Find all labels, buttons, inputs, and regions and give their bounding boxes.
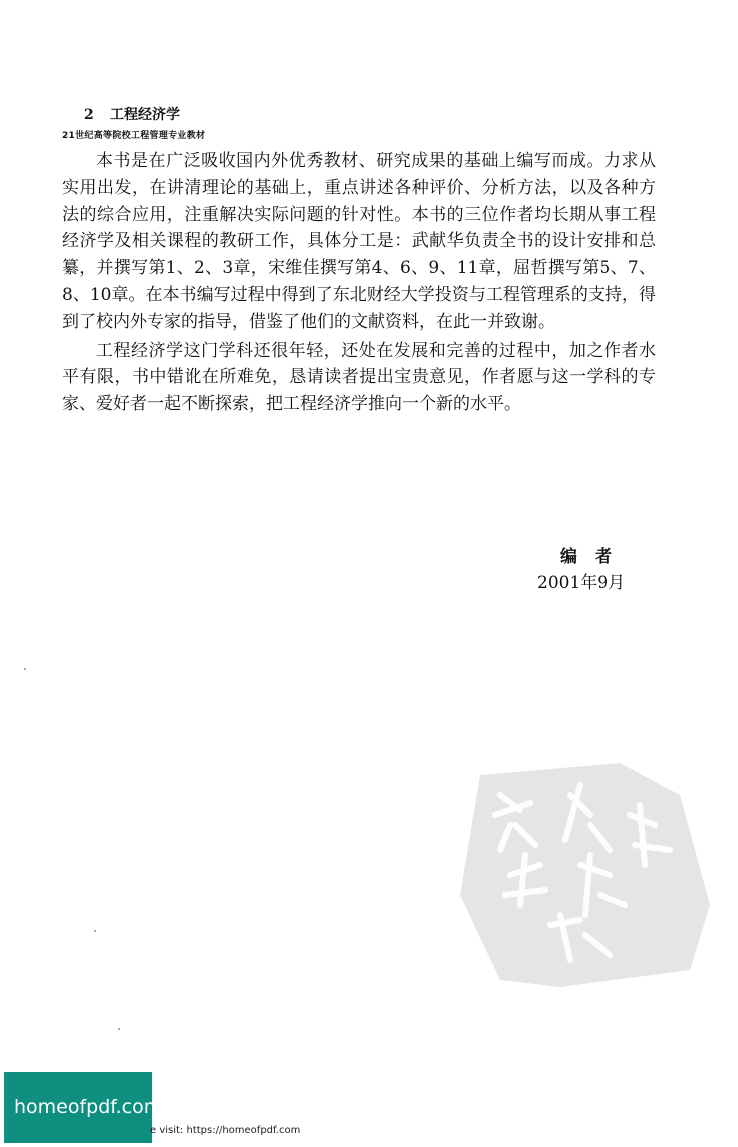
paragraph-1: 本书是在广泛吸收国内外优秀教材、研究成果的基础上编写而成。力求从实用出发，在讲清理论的基础上，重点讲述各种评价、分析方法，以及各种方法的综合应用，注重解决实际问题的针对性。本书的三位作者均长期从事工程经济学及相关课程的教研工作，具体分工是：武献华负责全书的设计安排和总纂，并撰写第1、2、3章，宋维佳撰写第4、6、9、11章，屈哲撰写第5、7、8、10章。在本书编写过程中得到了东北财经大学投资与工程管理系的支持，得到了校内外专家的指导，借鉴了他们的文献资料，在此一并致谢。	[62, 151, 656, 332]
author-signature: 编者	[560, 547, 630, 567]
running-head	[84, 104, 180, 124]
library-seal-stamp	[440, 755, 720, 995]
signature-date: 2001年9月	[537, 573, 626, 593]
paragraph-2: 工程经济学这门学科还很年轻，还处在发展和完善的过程中，加之作者水平有限，书中错讹在所难免，恳请读者提出宝贵意见，作者愿与这一学科的专家、爱好者一起不断探索，把工程经济学推向一个新的水平。	[62, 340, 656, 415]
preface-body	[62, 148, 656, 418]
footer-visit-link[interactable]: e visit: https://homeofpdf.com	[150, 1125, 301, 1136]
book-title: 工程经济学	[110, 107, 180, 123]
series-title: 21世纪高等院校工程管理专业教材	[62, 131, 206, 141]
logo-text: homeofpdf.com	[14, 1096, 163, 1118]
homeofpdf-logo[interactable]	[4, 1072, 163, 1143]
page-number: 2	[84, 107, 94, 123]
